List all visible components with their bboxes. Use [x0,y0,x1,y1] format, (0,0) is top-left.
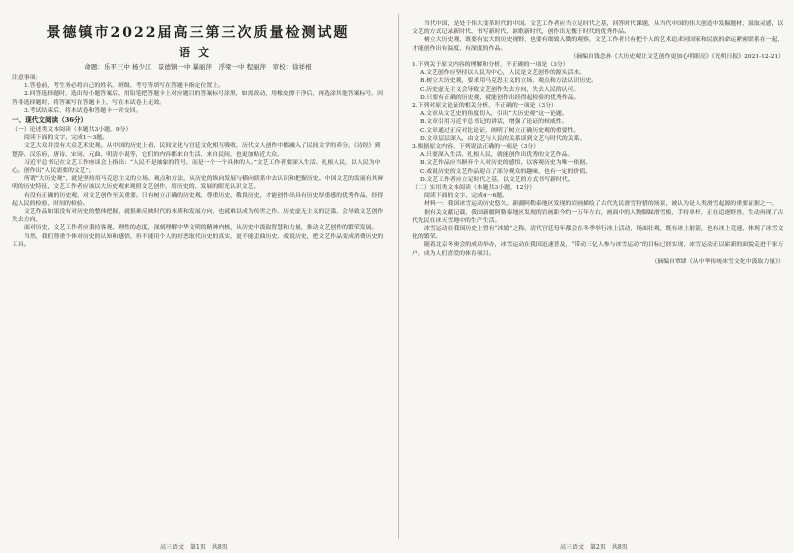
paragraph: 当代中国，是处于伟大变革时代的中国。文艺工作者应当立足时代之基，回答时代课题，从当代中国的伟大创造中发掘题材、汲取灵感，以文艺的方式记录新时代、书写新时代、讴歌新时代，创作出无愧于时代的优秀作品。 [412,21,784,36]
right-page [412,20,784,539]
source-citation: （摘编自覃肆《从中华传统冰雪文化中汲取力量》） [651,258,784,265]
instruction: 阅读下面的文字，完成4～6题。 [424,193,509,200]
page-footer-right: 高三语文 第2页 共8页 [560,544,628,551]
paragraph: 文艺作品如果没有对历史的整体把握，就很难反映时代的本质和发展方向，也就难以成为传世之作。历史虚无主义的泛滥，会导致文艺创作失去方向。 [12,209,384,224]
paragraph: 有没有正确的历史观，对文艺创作至关重要。只有树立正确的历史观，尊重历史、敬畏历史，才能创作出具有历史厚重感的优秀作品，经得起人民的检验、时间的检验。 [12,192,384,207]
paragraph: 树立大历史观，既要有宏大的历史视野，也要有细致入微的观察。文艺工作者只有把个人的艺术追求同国家和民族的命运紧密联系在一起，才能创作出有温度、有深度的作品。 [412,37,784,52]
paragraph: 冰雪运动在我国历史上曾有“冰嬉”之称。清代宫廷每年都会在冬季举行冰上活动，场面壮观，既有冰上射箭，也有冰上竞速，体现了冰雪文化的繁荣。 [412,226,784,241]
section-heading: 一、现代文阅读（36分） [12,116,88,125]
option-item: A.文艺创作应坚持以人民为中心，人民是文艺创作的源头活水。 [420,70,586,77]
option-item: A.文章从文艺史的角度切入，引出“大历史观”这一论题。 [420,111,568,118]
paragraph: 文艺大众并没有大众艺术史观。从中国的历史上看，民间文化与宫廷文化相互吸收，历代文人创作中都融入了民间文学的养分。《诗经》到楚辞、汉乐府、唐诗、宋词、元曲、明清小说等，它们的内容都来自生活、来自民间，也更加贴近大众。 [12,143,381,158]
paragraph: 材料一：我国冰雪运动历史悠久。新疆阿勒泰地区发现的岩画描绘了古代先民滑雪狩猎的场景，被认为是人类滑雪起源的重要证据之一。 [424,201,778,208]
author-line: 命题：乐平三中 杨少江 景德镇一中 暴丽萍 浮梁一中 程丽萍 审校：徐祥根 [84,63,312,71]
left-page [12,20,384,539]
option-item: D.文艺工作者应立足时代之基，以文艺的方式书写新时代。 [420,176,574,183]
part-heading: （一）论述类文本阅读（本题共3小题，9分） [12,127,132,134]
instruction: 阅读下面的文字，完成1～3题。 [24,135,109,142]
note-item: 2.回答选择题时，选出每小题答案后，用铅笔把答题卡上对应题目的答案标号涂黑，如需改动，用橡皮擦干净后，再选涂其他答案标号。回答非选择题时，将答案写在答题卡上，写在本试卷上无效。 [12,91,384,106]
paragraph: 当然，我们尊重个体对历史的认知和感悟，但不能用个人的好恶取代历史的真实，更不能歪曲历史、戏说历史，把文艺作品变成消费历史的工具。 [12,233,384,248]
part-heading: （二）实用类文本阅读（本题共3小题，12分） [412,185,536,192]
option-item: A.只要深入生活、扎根人民，就能创作出优秀的文艺作品。 [420,152,574,159]
option-item: B.文艺作品应当摒弃个人对历史的感悟，以客观历史为唯一依据。 [420,160,592,167]
paragraph: 据有关文献记载，我国新疆阿勒泰地区发现的岩画距今约一万年左右，画面中的人物脚踩滑雪板，手持单杆，正在追逐野兽，生动再现了古代先民在冰天雪地中的生产生活。 [412,209,784,224]
paragraph: 随着北京冬奥会的成功举办，冰雪运动在我国迅速普及，“带动三亿人参与冰雪运动”的目标已经实现，冰雪运动正以崭新的面貌走进千家万户，成为人们喜爱的体育项目。 [412,242,784,257]
option-item: C.戏说历史的文艺作品迎合了部分观众的趣味，也有一定的价值。 [420,168,592,175]
notes-heading: 注意事项： [12,75,42,81]
option-item: D.文章层层深入，由文艺与人民的关系谈到文艺与时代的关系。 [420,135,586,142]
option-item: C.文章通过正反对比论证，阐明了树立正确历史观的重要性。 [420,127,580,134]
paragraph: 面对历史，文艺工作者应秉持客观、理性的态度，深刻理解中华文明的精神内核，从历史中汲取智慧和力量，推动文艺创作的繁荣发展。 [24,225,378,232]
paragraph: 习近平总书记在文艺工作座谈会上指出：“人民不是抽象的符号，而是一个一个具体的人。”文艺工作者要深入生活、扎根人民，以人民为中心，创作出“人民需要的文艺”。 [12,159,381,175]
paragraph: 所谓“大历史观”，就是坚持用马克思主义的立场、观点和方法，从历史的纵向发展与横向联系中去认识和把握历史。中国文艺的发展有其鲜明的历史特征，文艺工作者应该以大历史观来观照文艺创作，用历史的、发展的眼光认识文艺。 [12,176,384,191]
note-item: 3.考试结束后，将本试卷和答题卡一并交回。 [24,107,142,114]
option-item: B.树立大历史观，要求用马克思主义的立场、观点和方法认识历史。 [420,78,598,85]
page-footer-left: 高三语文 第1页 共8页 [160,544,228,551]
option-item: C.历史虚无主义会导致文艺创作失去方向，失去人民的认可。 [420,86,580,93]
option-item: B.文章引用习近平总书记的讲话，增强了论证的权威性。 [420,119,568,126]
question-3: 3.根据原文内容，下列说法正确的一项是（3分） [412,144,540,151]
exam-title: 景德镇市2022届高三第三次质量检测试题 [46,25,350,41]
note-item: 1.答卷前，考生务必将自己的姓名、班级、考号等填写在答题卡指定位置上。 [24,83,225,90]
page-divider [398,14,399,539]
question-1: 1.下列关于原文内容的理解和分析，不正确的一项是（3分） [412,62,569,69]
source-citation: （摘编自钱念孙《大历史观让文艺创作更加心明眼亮》《光明日报》2021-12-21） [570,53,784,60]
question-2: 2.下列对原文论证的相关分析，不正确的一项是（3分） [412,103,557,110]
subject-heading: 语文 [179,46,217,59]
option-item: D.只要有正确的历史观，就能创作出经得起检验的优秀作品。 [420,94,580,101]
